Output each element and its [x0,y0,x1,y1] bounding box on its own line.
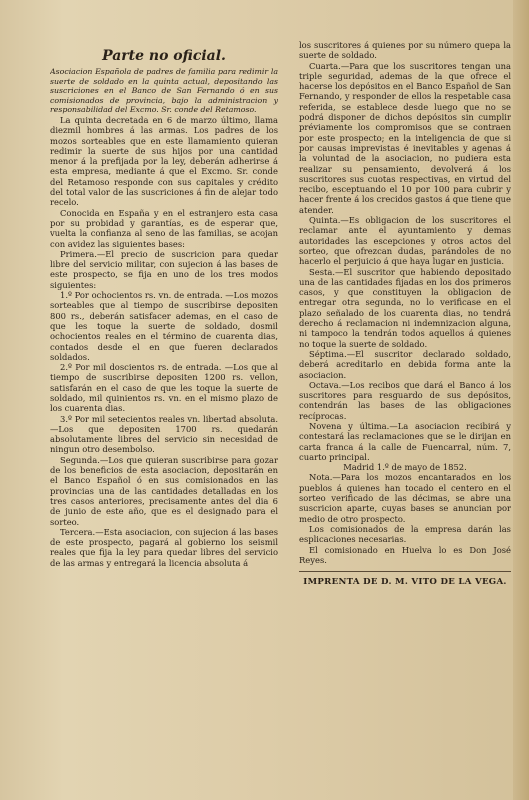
paragraph: Segunda.—Los que quieran suscribirse para gozar de los beneficios de esta asociacion, depositarán en el Banco Español ó en sus comisionados en las provincias una de las cantidades detalladas en los tres casos anteriores, precisamente antes del dia 6 de junio de este año, que es el designado para el sorteo. [50,454,278,527]
paragraph: Sesta.—El suscritor que habiendo depositado una de las cantidades fijadas en los dos primeros casos, y que constituyen la obligacion de entregar otra segunda, no lo verificase en el plazo señalado de los cuarenta dias, no tendrá derecho á reclamacion ni indemnizacion alguna, ni tampoco la tendrán todos aquellos á quienes no toque la suerte de soldado. [299,266,511,349]
page-fold-edge [513,0,529,800]
paragraph: Octava.—Los recibos que dará el Banco á los suscritores para resguardo de sus depósitos, contendrán las bases de las obligaciones recíprocas. [299,379,511,421]
paragraph: Cuarta.—Para que los suscritores tengan una triple seguridad, ademas de la que ofrece el hacerse los depósitos en el Banco Español de San Fernando, y responder de ellos la respetable casa referida, se establece desde luego que no se podrá disponer de dichos depósitos sin cumplir préviamente los compromisos que se contraen por este prospecto; en la inteligencia de que si por causas imprevistas é inevitables y agenas á la voluntad de la asociacion, no pudiera esta realizar su pensamiento, devolverá á los suscritores sus cuotas respectivas, en virtud del recibo, esceptuando el 10 por 100 para cubrir y hacer frente á los crecidos gastos á que tiene que atender. [299,60,511,215]
left-column-paragraphs [50,67,278,568]
paragraph: Asociacion Española de padres de familia para redimir la suerte de soldado en la quinta actual, depositando las suscriciones en el Banco de San Fernando ó en sus comisionados de provincia, bajo la administracion y responsabilidad del Excmo. Sr. conde del Retamoso. [50,67,278,115]
paragraph: Los comisionados de la empresa darán las esplicaciones necesarias. [299,523,511,545]
paragraph: La quinta decretada en 6 de marzo último, llama diezmil hombres á las armas. Los padres de los mozos sorteables que en este llamamiento quieran redimir la suerte de sus hijos por una cantidad menor á la prefijada por la ley, deberán adherirse á esta empresa, mediante á que el Excmo. Sr. conde del Retamoso responde con sus capitales y crédito del total valor de las suscriciones á fin de alejar todo recelo. [50,114,278,208]
paragraph: 1.º Por ochocientos rs. vn. de entrada. —Los mozos sorteables que al tiempo de suscribirse depositen 800 rs., deberán satisfacer ademas, en el caso de que les toque la suerte de soldado, dosmil ochocientos reales en el término de cuarenta dias, contados desde el en que fueren declarados soldados. [50,290,278,362]
right-column [299,40,511,587]
paragraph: Quinta.—Es obligacion de los suscritores el reclamar ante el ayuntamiento y demas autoridades las escepciones y otros actos del sorteo, que ofrezcan dudas, parándoles de no hacerlo el perjuicio á que haya lugar en justicia. [299,215,511,267]
paragraph: Conocida en España y en el estranjero esta casa por su probidad y garantías, es de esperar que, vuelta la confianza al seno de las familias, se acojan con avidez las siguientes bases: [50,207,278,249]
paragraph: 2.º Por mil doscientos rs. de entrada. —Los que al tiempo de suscribirse depositen 1200 rs. vellon, satisfarán en el caso de que les toque la suerte de soldado, mil quinientos rs. vn. en el mismo plazo de los cuarenta dias. [50,362,278,414]
paragraph: Séptima.—El suscritor declarado soldado, deberá acreditarlo en debida forma ante la asociacion. [299,348,511,380]
closing-rule [299,571,511,572]
paragraph: Madrid 1.º de mayo de 1852. [343,462,467,473]
right-column-paragraphs [299,40,511,565]
paragraph: Nota.—Para los mozos encantarados en los pueblos á quienes han tocado el centero en el sorteo verificado de las décimas, se abre una suscricion aparte, cuyas bases se anuncian por medio de otro prospecto. [299,472,511,524]
paragraph: Tercera.—Esta asociacion, con sujecion á las bases de este prospecto, pagará al gobierno los seismil reales que fija la ley para quedar libres del servicio de las armas y entregará la licencia absoluta á [50,526,278,568]
paragraph: Novena y última.—La asociacion recibirá y contestará las reclamaciones que se le dirijan en carta franca á la calle de Fuencarral, núm. 7, cuarto principal. [299,420,511,462]
paragraph: 3.º Por mil setecientos reales vn. libertad absoluta.—Los que depositen 1700 rs. quedarán absolutamente libres del servicio sin necesidad de ningun otro desembolso. [50,413,278,455]
left-column [50,40,278,568]
imprint-line: IMPRENTA DE D. M. VITO DE LA VEGA. [303,577,507,588]
paragraph: Primera.—El precio de suscricion para quedar libre del servicio militar, con sujecion á las bases de este prospecto, se fija en uno de los tres modos siguientes: [50,248,278,290]
paragraph: El comisionado en Huelva lo es Don José Reyes. [299,544,511,565]
paragraph: los suscritores á quienes por su número quepa la suerte de soldado. [299,40,511,61]
section-title: Parte no oficial. [102,48,226,64]
